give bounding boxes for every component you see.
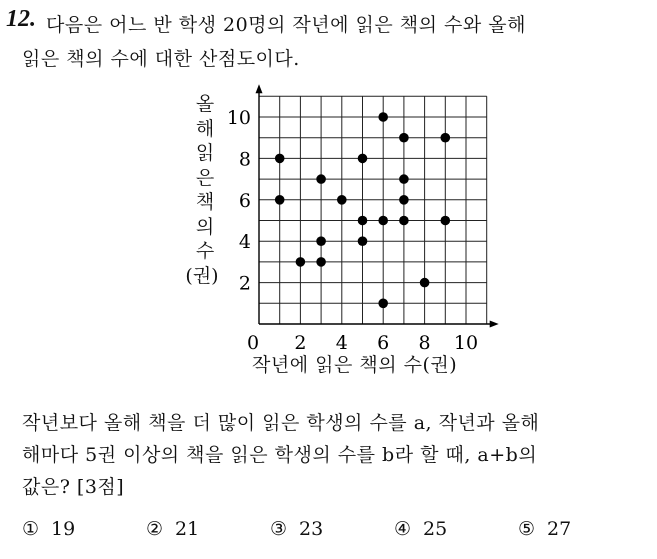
y-axis-label-char: 수 bbox=[195, 240, 215, 262]
data-point bbox=[316, 174, 326, 184]
data-point bbox=[316, 236, 326, 246]
question-body-line-2: 해마다 5권 이상의 책을 읽은 학생의 수를 b라 할 때, a+b의 bbox=[22, 444, 538, 466]
choice-mark: ② bbox=[146, 518, 164, 540]
x-tick-label: 2 bbox=[294, 332, 307, 354]
choice-mark: ⑤ bbox=[518, 518, 536, 540]
y-tick-label: 6 bbox=[238, 189, 251, 212]
answer-choice[interactable] bbox=[22, 518, 75, 540]
choice-mark: ① bbox=[22, 518, 40, 540]
data-point bbox=[296, 257, 306, 267]
answer-choice[interactable] bbox=[394, 518, 447, 540]
data-point bbox=[378, 299, 388, 309]
y-axis-label-char: 읽 bbox=[195, 142, 215, 164]
y-tick-label: 10 bbox=[226, 107, 251, 129]
question-line-2: 읽은 책의 수에 대한 산점도이다. bbox=[22, 48, 300, 70]
data-point bbox=[378, 216, 388, 226]
x-tick-label: 10 bbox=[453, 332, 479, 354]
data-point bbox=[316, 257, 326, 267]
question-body-line-3: 값은? [3점] bbox=[22, 476, 125, 498]
choice-value: 25 bbox=[423, 518, 448, 540]
question-number: 12. bbox=[6, 6, 36, 32]
y-axis-label-char: 책 bbox=[195, 191, 215, 213]
choice-value: 21 bbox=[175, 518, 200, 540]
data-point bbox=[399, 216, 409, 226]
data-point bbox=[378, 112, 388, 122]
data-point bbox=[441, 216, 451, 226]
data-point bbox=[358, 154, 368, 164]
answer-choice[interactable] bbox=[270, 518, 323, 540]
data-point bbox=[275, 195, 285, 205]
x-tick-label: 6 bbox=[377, 332, 390, 354]
x-axis-arrow-icon bbox=[490, 321, 499, 328]
y-tick-label: 8 bbox=[238, 148, 251, 171]
y-axis-label-char: 해 bbox=[195, 117, 215, 140]
y-axis-arrow-icon bbox=[256, 84, 263, 93]
choice-value: 19 bbox=[51, 518, 76, 540]
data-point bbox=[358, 216, 368, 226]
question-body-line-1: 작년보다 올해 책을 더 많이 읽은 학생의 수를 a, 작년과 올해 bbox=[22, 412, 540, 434]
y-axis-label-char: 올 bbox=[195, 93, 215, 115]
y-tick-label: 2 bbox=[238, 272, 251, 295]
data-point bbox=[420, 278, 430, 288]
choice-mark: ③ bbox=[270, 518, 288, 540]
choice-mark: ④ bbox=[394, 518, 412, 540]
data-point bbox=[399, 174, 409, 184]
x-tick-label: 8 bbox=[418, 332, 431, 354]
choice-value: 23 bbox=[299, 518, 324, 540]
choice-value: 27 bbox=[547, 518, 572, 540]
question-line-1: 다음은 어느 반 학생 20명의 작년에 읽은 책의 수와 올해 bbox=[46, 14, 526, 36]
data-point bbox=[275, 154, 285, 164]
answer-choice[interactable] bbox=[146, 518, 199, 540]
x-tick-label: 4 bbox=[335, 332, 348, 354]
data-point bbox=[399, 195, 409, 205]
data-point bbox=[337, 195, 347, 205]
y-tick-label: 4 bbox=[238, 231, 251, 254]
data-point bbox=[441, 133, 451, 143]
origin-label: 0 bbox=[246, 332, 260, 354]
x-axis-label: 작년에 읽은 책의 수(권) bbox=[252, 354, 458, 376]
answer-choice[interactable] bbox=[518, 518, 571, 540]
y-axis-label-char: 의 bbox=[195, 215, 215, 238]
data-point bbox=[399, 133, 409, 143]
y-axis-label-char: (권) bbox=[185, 264, 219, 287]
data-point bbox=[358, 236, 368, 246]
y-axis-label-char: 은 bbox=[195, 166, 215, 189]
